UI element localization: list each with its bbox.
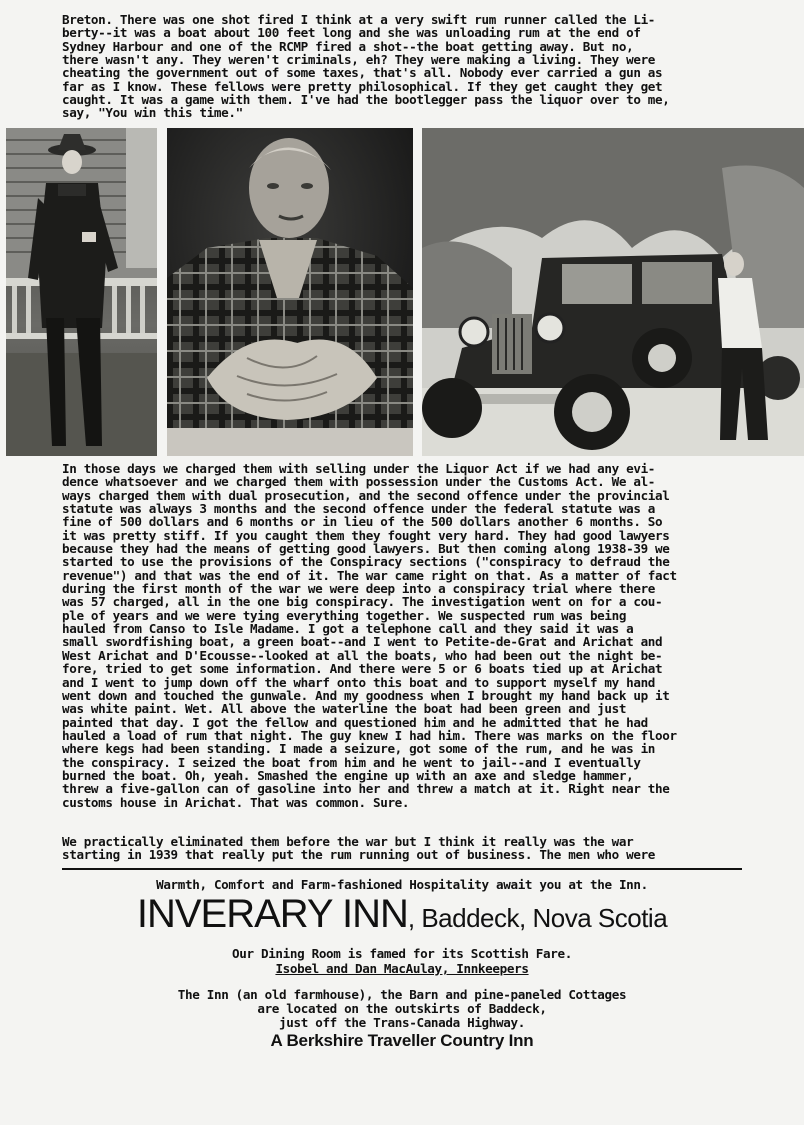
article-paragraph-top: Breton. There was one shot fired I think at a very swift rum runner called the Li- berty--it was a boat about 100 feet long and she was unloading rum at the end of Sydney Harbour and one of the RCMP fired a shot--the boat getting away. But no, there wasn't any. They weren't criminals, eh? They were making a living. They were cheating the government out of some taxes, that's all. Nobody ever carried a gun as far as I know. These fellows were pretty philosophical. If they get caught they get caught. It was a game with them. I've had the bootlegger pass the liquor over to me, say, "You win this time." xyxy=(62,12,670,121)
ad-title-inn-name: INVERARY INN xyxy=(136,892,408,936)
ad-innkeepers-line: Isobel and Dan MacAulay, Innkeepers xyxy=(275,961,529,976)
ad-tagline: Warmth, Comfort and Farm-fashioned Hospitality await you at the Inn. xyxy=(156,877,648,892)
article-paragraph-end: We practically eliminated them before the war but I think it really was the war starting in 1939 that really put the rum running out of business. The men who were xyxy=(62,834,656,863)
ad-berkshire-line: A Berkshire Traveller Country Inn xyxy=(270,1031,534,1050)
rcmp-officer-photo xyxy=(6,128,157,456)
ad-dining-room-line: Our Dining Room is famed for its Scottish Fare. xyxy=(232,946,572,961)
article-paragraph-main: In those days we charged them with selling under the Liquor Act if we had any evi- dence whatsoever and we charged them with possession under the Customs Act. We al- ways charged them with dual prosecution, and the second offence under the provincial statute was always 3 months and the second offence under the federal statute was a fine of 500 dollars and 6 months or in lieu of the 500 dollars another 6 months. So it was pretty stiff. If you caught them they fought very hard. They had good lawyers because they had the means of getting good lawyers. But then coming along 1938-39 we started to use the provisions of the Conspiracy sections ("conspiracy to defraud the revenue") and that was the end of it. The war came right on that. As a matter of fact during the first month of the war we were deep into a conspiracy trial where there was 57 charged, all in the one big conspiracy. The investigation went on for a cou- ple of years and we were tying everything together. We suspected rum was being hauled from Canso to Isle Madame. I got a telephone call and they said it was a small swordfishing boat, a green boat--and I went to Petite-de-Grat and Arichat and West Arichat and D'Ecousse--looked at all the boats, who had been out the night be- fore, tried to get some information. And there were 5 or 6 boats tied up at Arichat and I went to jump down off the wharf onto this boat and to support myself my hand went down and touched the gunwale. And my goodness when I brought my hand back up it was white paint. Wet. All above the waterline the boat had been green and just painted that day. I got the fellow and questioned him and he admitted that he had hauled a load of rum that night. The guy knew I had him. There was marks on the floor where kegs had been standing. I made a seizure, got some of the rum, and he was in the conspiracy. I seized the boat from him and he went to jail--and I eventually burned the boat. Oh, yeah. Smashed the engine up with an axe and sledge hammer, threw a five-gallon can of gasoline into her and threw a match at it. Right near the customs house in Arichat. That was common. Sure. xyxy=(62,461,677,810)
ad-divider-rule xyxy=(62,868,742,870)
ad-title-location: , Baddeck, Nova Scotia xyxy=(407,903,668,933)
old-man-portrait-photo xyxy=(167,128,413,456)
vintage-car-photo xyxy=(422,128,804,456)
ad-title xyxy=(0,892,804,937)
ad-description-line-1: The Inn (an old farmhouse), the Barn and pine-paneled Cottages xyxy=(177,987,627,1002)
ad-description-line-3: just off the Trans-Canada Highway. xyxy=(279,1015,525,1030)
ad-description-line-2: are located on the outskirts of Baddeck, xyxy=(257,1001,547,1016)
